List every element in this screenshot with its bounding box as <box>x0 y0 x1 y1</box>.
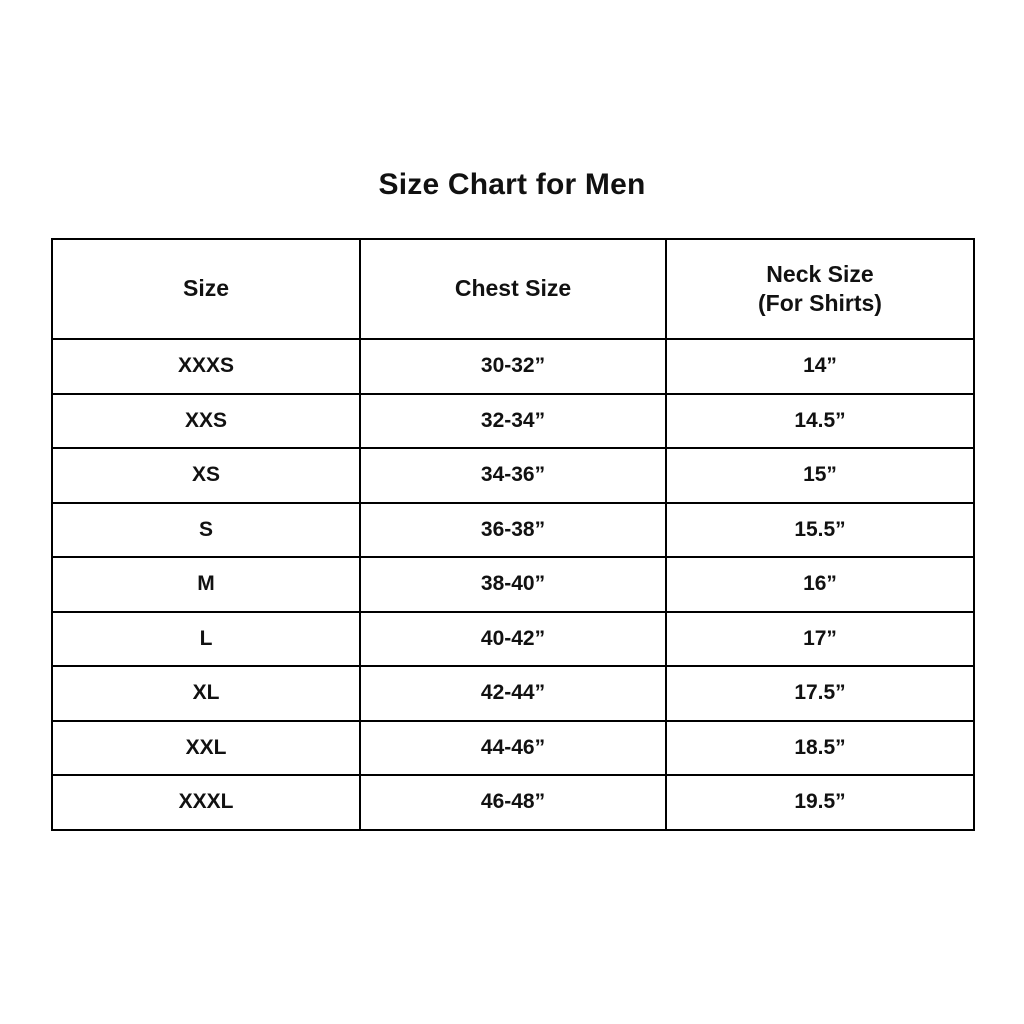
cell-chest: 44-46” <box>360 721 666 776</box>
cell-neck: 15.5” <box>666 503 974 558</box>
table-row <box>52 775 974 830</box>
cell-neck: 17” <box>666 612 974 667</box>
page-title: Size Chart for Men <box>378 168 646 201</box>
cell-size: XXXS <box>52 339 360 394</box>
cell-neck: 18.5” <box>666 721 974 776</box>
size-chart-table <box>51 238 975 831</box>
cell-size: XXL <box>52 721 360 776</box>
table-row <box>52 339 974 394</box>
column-header-chest <box>360 239 666 339</box>
cell-size: S <box>52 503 360 558</box>
cell-chest: 42-44” <box>360 666 666 721</box>
column-header-neck-sublabel: (For Shirts) <box>758 290 882 316</box>
cell-size: XL <box>52 666 360 721</box>
cell-chest: 40-42” <box>360 612 666 667</box>
cell-size: XS <box>52 448 360 503</box>
cell-neck: 19.5” <box>666 775 974 830</box>
table-row <box>52 503 974 558</box>
cell-neck: 14.5” <box>666 394 974 449</box>
cell-chest: 30-32” <box>360 339 666 394</box>
cell-size: XXXL <box>52 775 360 830</box>
cell-size: M <box>52 557 360 612</box>
table-header-row <box>52 239 974 339</box>
table-row <box>52 557 974 612</box>
cell-neck: 15” <box>666 448 974 503</box>
column-header-chest-label: Chest Size <box>454 275 572 302</box>
cell-chest: 38-40” <box>360 557 666 612</box>
cell-size: XXS <box>52 394 360 449</box>
table-row <box>52 612 974 667</box>
table-row <box>52 394 974 449</box>
table-row <box>52 666 974 721</box>
column-header-size <box>52 239 360 339</box>
cell-neck: 14” <box>666 339 974 394</box>
column-header-neck-label: Neck Size <box>766 260 874 287</box>
column-header-neck <box>666 239 974 339</box>
cell-neck: 17.5” <box>666 666 974 721</box>
cell-neck: 16” <box>666 557 974 612</box>
cell-size: L <box>52 612 360 667</box>
table-row <box>52 721 974 776</box>
table-row <box>52 448 974 503</box>
cell-chest: 34-36” <box>360 448 666 503</box>
column-header-size-label: Size <box>182 275 230 302</box>
cell-chest: 32-34” <box>360 394 666 449</box>
cell-chest: 36-38” <box>360 503 666 558</box>
cell-chest: 46-48” <box>360 775 666 830</box>
